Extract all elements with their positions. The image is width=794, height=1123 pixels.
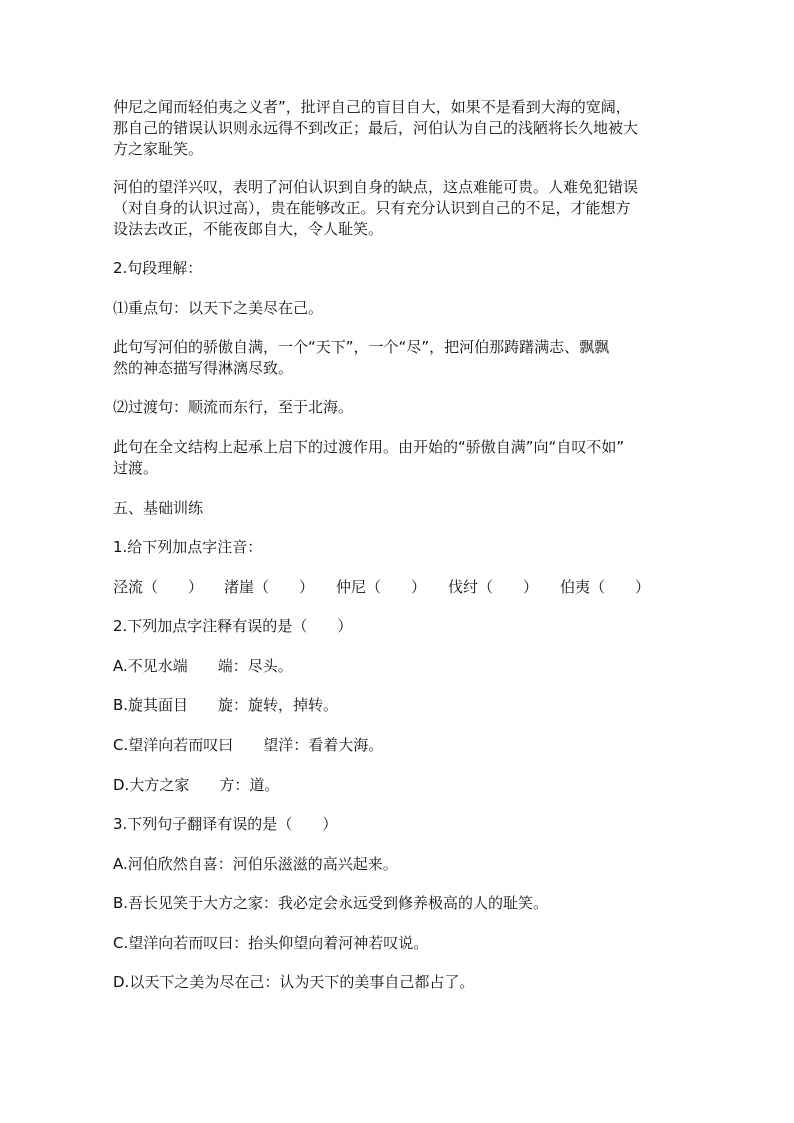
text-line: 此句写河伯的骄傲自满，一个“天下”，一个“尽”，把河伯那踌躇满志、飘飘 [113,338,610,356]
text-line: ⑵过渡句：顺流而东行，至于北海。 [113,398,354,416]
question-3-prompt: 3.下列句子翻译有误的是（ ） [113,815,338,833]
section-heading: 五、基础训练 [113,499,204,517]
option-d: D.以天下之美为尽在己：认为天下的美事自己都占了。 [113,973,475,991]
pinyin-item: 泾流（ ） [113,578,204,596]
question-2-prompt: 2.下列加点字注释有误的是（ ） [113,617,353,635]
option-b: B.吾长见笑于大方之家：我必定会永远受到修养极高的人的耻笑。 [113,894,549,912]
pinyin-item: 伐纣（ ） [448,578,539,596]
text-line: 过渡。 [113,459,159,477]
option-a: A.河伯欣然自喜：河伯乐滋滋的高兴起来。 [113,855,398,873]
text-line: 方之家耻笑。 [113,140,204,158]
pinyin-item: 仲尼（ ） [336,578,427,596]
text-line: 然的神态描写得淋漓尽致。 [113,359,294,377]
question-1-prompt: 1.给下列加点字注音： [113,538,263,556]
text-line: 此句在全文结构上起承上启下的过渡作用。由开始的“骄傲自满”向“自叹不如” [113,438,625,456]
option-c: C.望洋向若而叹曰 望洋：看着大海。 [113,736,384,754]
pinyin-item: 伯夷（ ） [560,578,651,596]
option-d: D.大方之家 方：道。 [113,776,280,794]
section-heading: 2.句段理解： [113,259,203,277]
text-line: 仲尼之闻而轻伯夷之义者”，批评自己的盲目自大，如果不是看到大海的宽阔， [113,98,631,116]
option-c: C.望洋向若而叹曰：抬头仰望向着河神若叹说。 [113,934,429,952]
text-line: 设法去改正，不能夜郎自大，令人耻笑。 [113,220,384,238]
option-b: B.旋其面目 旋：旋转，掉转。 [113,696,339,714]
option-a: A.不见水端 端：尽头。 [113,657,293,675]
text-line: 河伯的望洋兴叹，表明了河伯认识到自身的缺点，这点难能可贵。人难免犯错误 [113,178,639,196]
pinyin-item: 渚崖（ ） [224,578,315,596]
text-line: 那自己的错误认识则永远得不到改正；最后，河伯认为自己的浅陋将长久地被大 [113,119,639,137]
text-line: （对自身的认识过高），贵在能够改正。只有充分认识到自己的不足，才能想方 [113,199,631,217]
text-line: ⑴重点句：以天下之美尽在己。 [113,299,324,317]
